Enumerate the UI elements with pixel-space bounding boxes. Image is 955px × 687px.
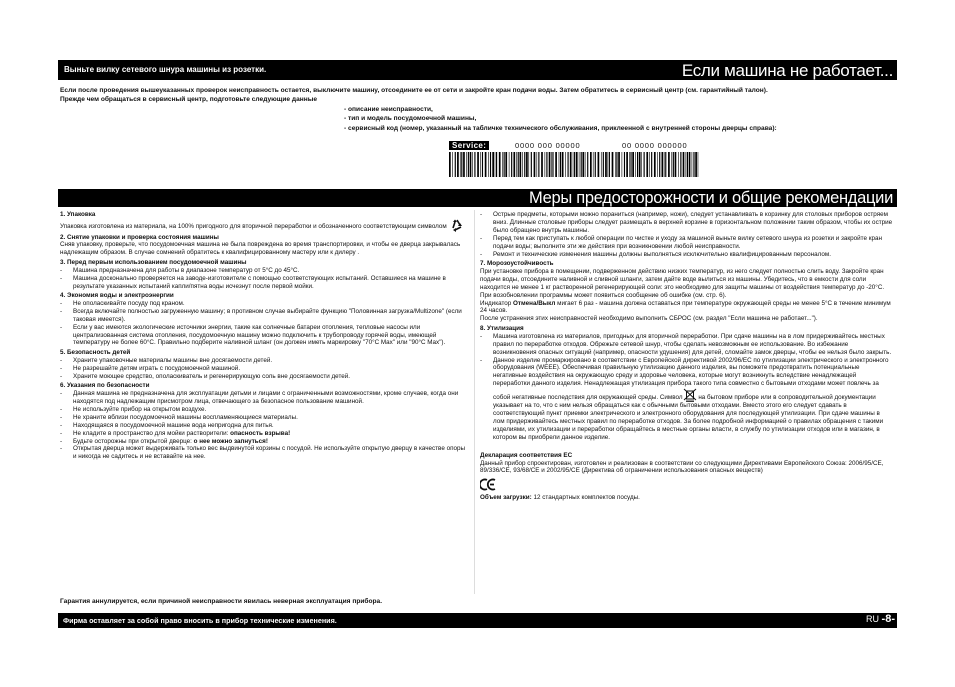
barcode-bar <box>624 152 625 177</box>
barcode-bar <box>509 152 510 177</box>
barcode-bar <box>485 152 487 177</box>
item-text: Ремонт и технические изменения машины должны выполняться исключительно квалифицированным персоналом. <box>493 250 831 258</box>
paragraph <box>480 300 893 316</box>
dash-bullet: - <box>60 266 63 274</box>
dash-bullet: - <box>60 413 63 421</box>
barcode-bar <box>673 152 674 177</box>
barcode-bar <box>545 152 546 177</box>
dash-bullet: - <box>60 307 63 315</box>
barcode-bar <box>585 152 586 177</box>
barcode-bar <box>651 152 652 177</box>
barcode-bar <box>579 152 580 177</box>
barcode-bar <box>587 152 588 177</box>
item-text: Храните моющее средство, ополаскиватель и регенерирующую соль вне досягаемости детей. <box>73 372 351 380</box>
dash-bullet: - <box>60 274 63 282</box>
barcode-bar <box>468 152 469 177</box>
item-text: Данная машина не предназначена для эксплуатации детьми и лицами с ограниченными возможностями, кроме случаев, когда они находятся под надлежащим присмотром лица, отвечающего за безопасное пользование машиной. <box>73 390 459 405</box>
barcode-bar <box>555 152 557 177</box>
barcode-bar <box>528 152 529 177</box>
barcode-bar <box>698 152 699 177</box>
barcode-bar <box>692 152 693 177</box>
dash-bullet: - <box>60 445 63 453</box>
heading-text: 4. Экономия воды и электроэнергии <box>60 292 174 300</box>
barcode-bar <box>546 152 547 177</box>
item-text: Находящаяся в посудомоечной машине вода непригодна для питья. <box>73 421 274 429</box>
item-text: Будьте осторожны при открытой дверце: <box>73 437 194 445</box>
heading-text: 2. Снятие упаковки и проверка состояния машины <box>60 233 219 241</box>
barcode-bar <box>522 152 523 177</box>
crossed-bin-icon <box>683 388 697 402</box>
barcode-bar <box>496 152 497 177</box>
barcode-bar <box>452 152 453 177</box>
barcode-bar <box>570 152 572 177</box>
barcode-bar <box>568 152 569 177</box>
barcode-bar <box>461 152 462 177</box>
barcode-bar <box>565 152 566 177</box>
left-column <box>60 211 470 461</box>
dash-bullet: - <box>480 234 483 242</box>
list-item <box>60 308 470 324</box>
dash-bullet: - <box>60 390 63 398</box>
barcode-bar <box>531 152 532 177</box>
list-item <box>480 235 893 251</box>
barcode-bar <box>675 152 677 177</box>
dash-bullet: - <box>60 429 63 437</box>
barcode-bar <box>618 152 620 177</box>
barcode-bar <box>560 152 561 177</box>
item-text: Храните упаковочные материалы машины вне досягаемости детей. <box>73 356 273 364</box>
paragraph <box>480 460 893 476</box>
barcode-bar <box>616 152 617 177</box>
barcode-bar <box>659 152 660 177</box>
dash-bullet: - <box>60 372 63 380</box>
barcode-bar <box>538 152 539 177</box>
heading-text: 8. Утилизация <box>480 324 524 332</box>
header-bar <box>58 60 897 80</box>
list-item: - тип и модель посудомоечной машины, <box>344 115 477 123</box>
barcode-bar <box>662 152 664 177</box>
para-text-cont: мигает 6 раз - машина должна оставаться при температуре окружающей среды не менее 5°C в течение минимум 24 часов. <box>480 299 891 315</box>
barcode <box>449 152 701 177</box>
barcode-bar <box>492 152 494 177</box>
list-item <box>60 300 470 308</box>
barcode-bar <box>534 152 536 177</box>
item-text: Не используйте прибор на открытом воздухе. <box>73 405 207 413</box>
section-heading <box>60 211 470 219</box>
barcode-bar <box>482 152 483 177</box>
barcode-bar <box>635 152 636 177</box>
item-text: Всегда включайте полностью загруженную машину; в противном случае выбирайте функцию "Половинная загрузка/Multizone" (если таковая имеется). <box>73 307 462 323</box>
barcode-bar <box>605 152 607 177</box>
barcode-bar <box>490 152 491 177</box>
barcode-bar <box>612 152 614 177</box>
service-label: Service: <box>449 141 489 150</box>
barcode-bar <box>520 152 522 177</box>
barcode-bar <box>576 152 578 177</box>
language-code: RU <box>866 614 880 624</box>
column-divider <box>474 210 475 594</box>
list-item <box>480 211 893 235</box>
barcode-bar <box>622 152 623 177</box>
dash-bullet: - <box>60 364 63 372</box>
barcode-bar <box>504 152 505 177</box>
footer-bar <box>58 613 897 628</box>
barcode-bar <box>646 152 648 177</box>
list-item <box>60 275 470 291</box>
barcode-bar <box>671 152 672 177</box>
barcode-bar <box>472 152 473 177</box>
barcode-bar <box>457 152 459 177</box>
barcode-bar <box>641 152 642 177</box>
list-item <box>60 414 470 422</box>
heading-text: 3. Перед первым использованием посудомоечной машины <box>60 258 247 266</box>
barcode-bar <box>470 152 472 177</box>
dash-bullet: - <box>60 299 63 307</box>
barcode-bar <box>552 152 553 177</box>
item-text: Не разрешайте детям играть с посудомоечной машиной. <box>73 364 241 372</box>
barcode-bar <box>551 152 552 177</box>
required-data-list <box>344 105 777 133</box>
barcode-bar <box>541 152 543 177</box>
item-text: Машина предназначена для работы в диапазоне температур от 5°C до 45°C. <box>73 266 300 274</box>
para-text: При установке прибора в помещении, подверженном действию низких температур, из него следует полностью слить воду. Закройте кран подачи воды, отсоедините наливной и сливной шланги, затем дайте воде вылиться из машины. Убедитесь, что в емкости для соли находится не менее 1 кг растворенной регенерирующей соли: это необходимо для защиты машины от воздействия температур до -20°C. При возобновлении программы может появиться сообщение об ошибке (см. стр. 6). <box>480 267 885 299</box>
barcode-bar <box>449 152 451 177</box>
section-heading <box>480 260 893 268</box>
barcode-bar <box>581 152 582 177</box>
barcode-bar <box>689 152 691 177</box>
intro-text <box>60 86 890 105</box>
barcode-bar <box>559 152 560 177</box>
barcode-bar <box>562 152 564 177</box>
section-heading <box>60 382 470 390</box>
list-item <box>60 406 470 414</box>
barcode-bar <box>495 152 496 177</box>
list-item <box>60 267 470 275</box>
barcode-bar <box>686 152 687 177</box>
intro-line-2: Прежде чем обращаться в сервисный центр, подготовьте следующие данные <box>60 96 317 104</box>
barcode-bar <box>632 152 634 177</box>
barcode-bar <box>574 152 575 177</box>
barcode-bar <box>549 152 551 177</box>
barcode-bar <box>477 152 479 177</box>
barcode-bar <box>609 152 610 177</box>
barcode-bar <box>637 152 638 177</box>
barcode-bar <box>593 152 594 177</box>
barcode-bar <box>601 152 602 177</box>
barcode-bar <box>680 152 681 177</box>
unplug-notice: Выньте вилку сетевого шнура машины из розетки. <box>64 65 267 74</box>
barcode-bar <box>630 152 631 177</box>
list-item: - сервисный код (номер, указанный на табличке технического обслуживания, приклеенной с внутренней стороны дверцы справа): <box>344 124 777 132</box>
list-item <box>60 390 470 406</box>
dash-bullet: - <box>480 250 483 258</box>
barcode-bar <box>526 152 528 177</box>
barcode-bar <box>664 152 665 177</box>
guarantee-note: Гарантия аннулируется, если причиной неисправности явилась неверная эксплуатация прибора. <box>60 598 383 605</box>
ce-mark-icon <box>480 478 496 491</box>
barcode-bar <box>505 152 507 177</box>
item-text: Данное изделие промаркировано в соответствии с Европейской директивой 2002/96/EC по утилизации электрического и электронного оборудования (WEEE). Обеспечивая правильную утилизацию данного изделия, вы поможете предотвратить потенциальные негативные воздействия на окружающую среду и здоровье человека, которые могут возникнуть вследствие ненадлежащей переработки данного изделия. Ненадлежащая утилизация прибора такого типа совместно с бытовыми отходами может повлечь за собой негативные последствия для окружающей среды. Символ <box>493 356 889 402</box>
ce-mark <box>480 475 893 494</box>
barcode-bar <box>683 152 685 177</box>
section-heading <box>60 259 470 267</box>
paragraph <box>480 315 893 323</box>
intro-line-1: Если после проведения вышеуказанных проверок неисправность остается, выключите машину, отсоедините ее от сети и закройте кран подачи воды. Затем обратитесь в сервисный центр (см. гарантийный талон). <box>60 87 768 94</box>
section-heading <box>480 452 893 460</box>
item-text: Машина досконально проверяется на заводе-изготовителе с помощью соответствующих испытаний. Оставшиеся на машине в результате указанных испытаний капли/пятна воды исчезнут после первой мойки. <box>73 274 446 290</box>
recycle-icon <box>449 219 465 232</box>
heading-text: 6. Указания по безопасности <box>60 382 150 390</box>
dash-bullet: - <box>60 323 63 331</box>
section-title: Меры предосторожности и общие рекомендации <box>529 189 893 207</box>
list-item <box>60 422 470 430</box>
page-number <box>866 613 895 625</box>
barcode-bar <box>460 152 461 177</box>
dash-bullet: - <box>480 332 483 340</box>
barcode-bar <box>695 152 697 177</box>
item-emphasis: о нее можно запнуться! <box>193 437 268 445</box>
section-heading <box>480 325 893 333</box>
paragraph <box>60 219 470 232</box>
dash-bullet: - <box>60 356 63 364</box>
item-text: Перед тем как приступать к любой операции по чистке и уходу за машиной выньте вилку сетевого шнура из розетки и закройте кран подачи воды; выполните эти же действия при возникновении любой неисправности. <box>493 234 882 250</box>
barcode-bar <box>654 152 656 177</box>
barcode-bar <box>516 152 517 177</box>
barcode-bar <box>603 152 604 177</box>
dash-bullet: - <box>60 405 63 413</box>
heading-text: 1. Упаковка <box>60 211 96 218</box>
service-code-1: 0000 000 00000 <box>515 141 581 150</box>
barcode-bar <box>502 152 503 177</box>
barcode-bar <box>474 152 475 177</box>
para-text: Объем загрузки: <box>480 494 532 502</box>
para-text: Индикатор <box>480 299 514 307</box>
list-item: - описание неисправности, <box>344 106 433 113</box>
barcode-bar <box>693 152 694 177</box>
heading-text: Декларация соответствия ЕС <box>480 451 573 459</box>
barcode-bar <box>511 152 512 177</box>
barcode-bar <box>649 152 650 177</box>
barcode-bar <box>488 152 489 177</box>
barcode-bar <box>595 152 596 177</box>
list-item <box>60 430 470 438</box>
dash-bullet: - <box>480 356 483 364</box>
barcode-bar <box>678 152 679 177</box>
barcode-bar <box>615 152 616 177</box>
para-text: Сняв упаковку, проверьте, что посудомоечная машина не была повреждена во время транспортировки, и чтобы ее дверца закрывалась надлежащим образом. В случае сомнений обратитесь к квалифицированному мастеру или к дилеру . <box>60 241 461 257</box>
barcode-bar <box>537 152 538 177</box>
barcode-bar <box>598 152 600 177</box>
barcode-bar <box>455 152 456 177</box>
item-text: Если у вас имеются экологические источники энергии, такие как солнечные батареи отопления, тепловые насосы или централизованная система отопления, посудомоечную машину можно подключить к трубопроводу горячей воды, имеющей температуру не более 60°C. Правильно подберите наливной шланг (он должен иметь маркировку "70°C Max" или "90°C Max"). <box>73 323 446 347</box>
barcode-bar <box>524 152 525 177</box>
barcode-bar <box>480 152 481 177</box>
barcode-bar <box>573 152 574 177</box>
list-item <box>480 333 893 357</box>
barcode-bar <box>590 152 592 177</box>
item-text: Открытая дверца может выдерживать только вес выдвинутой корзины с посудой. Не используйте открытую дверцу в качестве опоры и никогда не садитесь и не вставайте на нее. <box>73 445 466 461</box>
barcode-bar <box>513 152 515 177</box>
item-text: Острые предметы, которыми можно пораниться (например, ножи), следует устанавливать в корзинку для столовых приборов остряем вниз. Длинные столовые приборы следует размещать в верхней корзине в горизонтальном положении таким образом, чтобы их острие было обращено внутрь машины. <box>493 211 893 234</box>
barcode-bar <box>629 152 630 177</box>
barcode-bar <box>644 152 645 177</box>
list-item <box>60 445 470 461</box>
barcode-bar <box>518 152 519 177</box>
para-emphasis: Отмена/Выкл <box>513 299 556 307</box>
barcode-bar <box>687 152 688 177</box>
footer-notice: Фирма оставляет за собой право вносить в прибор технические изменения. <box>63 616 337 625</box>
item-text-cont: на бытовом приборе или в сопроводительной документации указывает на то, что с ним нельзя обращаться как с обычными бытовыми отходами. Вместо этого его следует сдавать в соответствующий пункт приемки электрического и электронного оборудования для последующей утилизации. При сдаче машины в лом придерживайтесь местных правил по переработке отходов. За более подробной информацией о правилах обращения с такими изделиями, их утилизации и переработки обращайтесь в местные органы власти, в службу по утилизации отходов или в магазин, в котором вы приобрели данное изделие. <box>493 394 884 441</box>
heading-text: 5. Безопасность детей <box>60 348 131 356</box>
section-heading <box>60 292 470 300</box>
paragraph <box>60 241 470 257</box>
list-item <box>60 324 470 348</box>
section-heading <box>60 349 470 357</box>
barcode-bar <box>668 152 670 177</box>
section-header-bar <box>58 189 897 207</box>
para-text: Данный прибор спроектирован, изготовлен и реализован в соответствии со следующими Директивами Европейского Союза: 2006/95/CE, 89/336/CE, 93/68/CE и 2002/95/CE (Директива об ограничении использования опасных веществ) <box>480 459 884 475</box>
item-text: Машина изготовлена из материалов, пригодных для вторичной переработки. При сдаче машины на в лом придерживайтесь местных правил по переработке отходов. Обрежьте сетевой шнур, чтобы сделать невозможным ее использование. Во избежание возникновения опасных ситуаций (например, опасности удушения) для детей, сломайте замок дверцы, чтобы ее нельзя было закрыть. <box>493 332 892 356</box>
barcode-bar <box>639 152 641 177</box>
para-text-cont: 12 стандартных комплектов посуды. <box>531 494 640 502</box>
barcode-bar <box>608 152 609 177</box>
barcode-bar <box>466 152 467 177</box>
barcode-bar <box>665 152 666 177</box>
barcode-bar <box>582 152 584 177</box>
service-label-sticker <box>449 140 701 178</box>
item-text: Не ополаскивайте посуду под краном. <box>73 299 185 307</box>
para-text: Упаковка изготовлена из материала, на 100% пригодного для вторичной переработки и обозначенного соответствующим символом <box>60 222 447 230</box>
barcode-bar <box>463 152 465 177</box>
item-emphasis: опасность взрыва! <box>230 429 291 437</box>
list-item <box>60 373 470 381</box>
heading-text: 7. Морозоустойчивость <box>480 260 554 268</box>
item-text: Не кладите в пространство для мойки растворители: <box>73 429 231 437</box>
service-code-2: 00 0000 000000 <box>622 141 688 150</box>
page-num: -8- <box>881 613 895 625</box>
barcode-bar <box>657 152 658 177</box>
barcode-bar <box>499 152 501 177</box>
page-title: Если машина не работает... <box>681 61 893 80</box>
dash-bullet: - <box>60 437 63 445</box>
list-item <box>60 357 470 365</box>
paragraph <box>480 494 893 502</box>
dash-bullet: - <box>480 211 483 218</box>
para-text: После устранения этих неисправностей необходимо выполнить СБРОС (см. раздел "Если машина не работает..."). <box>480 315 818 323</box>
right-column <box>480 211 893 502</box>
list-item <box>480 251 893 259</box>
barcode-bar <box>626 152 628 177</box>
item-text: Не храните вблизи посудомоечной машины воспламеняющиеся материалы. <box>73 413 298 421</box>
list-item <box>60 365 470 373</box>
list-item <box>480 357 893 442</box>
dash-bullet: - <box>60 421 63 429</box>
paragraph <box>480 268 893 300</box>
